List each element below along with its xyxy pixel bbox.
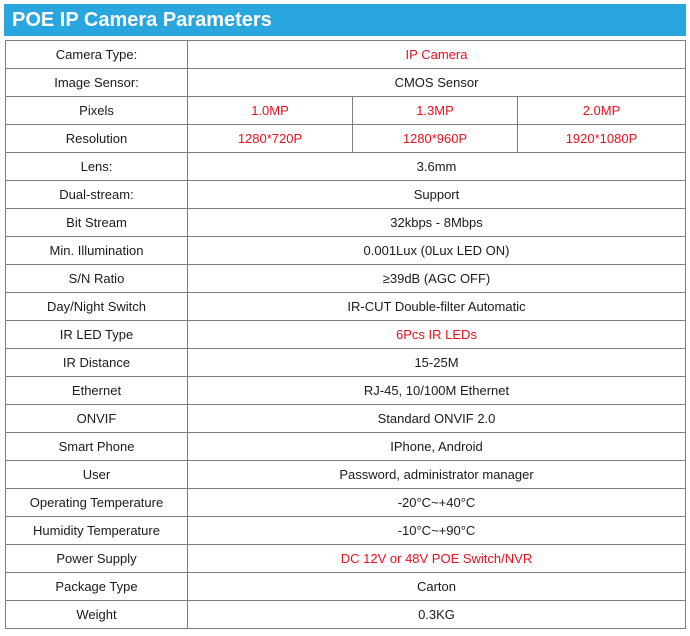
row-label: Bit Stream [6,209,188,237]
row-value: Standard ONVIF 2.0 [188,405,686,433]
row-label: Power Supply [6,545,188,573]
table-row [6,237,686,265]
spec-table-body [6,41,686,629]
row-label: Pixels [6,97,188,125]
table-row [6,377,686,405]
row-value: 0.001Lux (0Lux LED ON) [188,237,686,265]
table-row [6,573,686,601]
table-row [6,433,686,461]
table-row [6,181,686,209]
row-value: ≥39dB (AGC OFF) [188,265,686,293]
page-title: POE IP Camera Parameters [12,8,272,31]
row-label: IR LED Type [6,321,188,349]
table-row [6,405,686,433]
row-label: Smart Phone [6,433,188,461]
row-value: 1920*1080P [518,125,686,153]
table-row [6,209,686,237]
row-label: User [6,461,188,489]
table-row [6,461,686,489]
row-label: S/N Ratio [6,265,188,293]
row-label: Day/Night Switch [6,293,188,321]
row-value: IP Camera [188,41,686,69]
row-value: Carton [188,573,686,601]
row-value: 1280*960P [353,125,518,153]
row-label: Min. Illumination [6,237,188,265]
table-row [6,601,686,629]
table-row [6,265,686,293]
row-value: -10°C~+90°C [188,517,686,545]
row-value: CMOS Sensor [188,69,686,97]
table-row [6,293,686,321]
table-row [6,153,686,181]
row-value: 32kbps - 8Mbps [188,209,686,237]
table-row [6,349,686,377]
row-label: Package Type [6,573,188,601]
table-row [6,69,686,97]
row-value: 1.0MP [188,97,353,125]
spec-table [5,40,686,629]
row-value: 2.0MP [518,97,686,125]
row-label: ONVIF [6,405,188,433]
row-value: Support [188,181,686,209]
row-value: 0.3KG [188,601,686,629]
row-label: Weight [6,601,188,629]
table-row [6,321,686,349]
row-value: 3.6mm [188,153,686,181]
row-label: Camera Type: [6,41,188,69]
table-row [6,545,686,573]
title-bar [4,4,686,36]
row-value: 15-25M [188,349,686,377]
row-value: RJ-45, 10/100M Ethernet [188,377,686,405]
row-label: Operating Temperature [6,489,188,517]
row-label: Humidity Temperature [6,517,188,545]
row-label: IR Distance [6,349,188,377]
row-label: Resolution [6,125,188,153]
table-row [6,125,686,153]
row-value: IPhone, Android [188,433,686,461]
row-value: IR-CUT Double-filter Automatic [188,293,686,321]
row-value: -20°C~+40°C [188,489,686,517]
row-value: Password, administrator manager [188,461,686,489]
row-value: DC 12V or 48V POE Switch/NVR [188,545,686,573]
table-row [6,97,686,125]
table-row [6,489,686,517]
row-label: Dual-stream: [6,181,188,209]
table-row [6,517,686,545]
row-label: Ethernet [6,377,188,405]
row-label: Lens: [6,153,188,181]
row-value: 1.3MP [353,97,518,125]
table-row [6,41,686,69]
row-value: 6Pcs IR LEDs [188,321,686,349]
row-label: Image Sensor: [6,69,188,97]
row-value: 1280*720P [188,125,353,153]
